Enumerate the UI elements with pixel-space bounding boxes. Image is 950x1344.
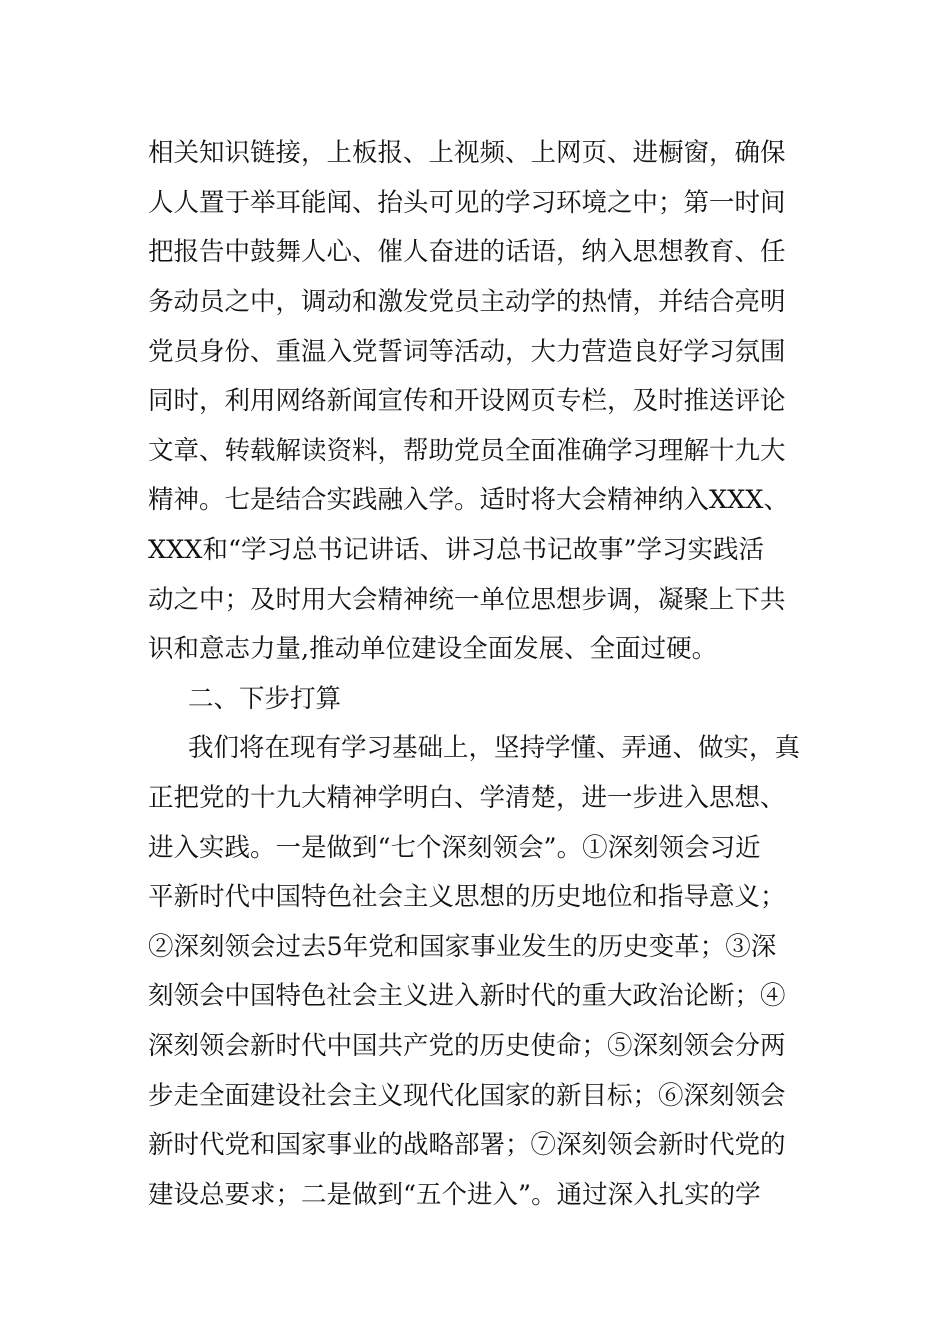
text-line: ②深刻领会过去5年党和国家事业发生的历史变革；③深 [148,932,777,962]
text-line: 务动员之中，调动和激发党员主动学的热情，并结合亮明 [148,287,786,317]
text-line: 动之中；及时用大会精神统一单位思想步调，凝聚上下共 [148,585,786,615]
text-line: 人人置于举耳能闻、抬头可见的学习环境之中；第一时间 [148,188,786,218]
text-line: 同时，利用网络新闻宣传和开设网页专栏，及时推送评论 [148,386,786,416]
text-line: 相关知识链接，上板报、上视频、上网页、进橱窗，确保 [148,138,786,168]
text-line: 精神。七是结合实践融入学。适时将大会精神纳入XXX、 [148,485,789,515]
text-line: 刻领会中国特色社会主义进入新时代的重大政治论断；④ [148,981,786,1011]
text-line: 文章、转载解读资料，帮助党员全面准确学习理解十九大 [148,436,786,466]
text-line: 我们将在现有学习基础上，坚持学懂、弄通、做实，真 [188,733,801,763]
text-line: 新时代党和国家事业的战略部署；⑦深刻领会新时代党的 [148,1130,786,1160]
text-line: 正把党的十九大精神学明白、学清楚，进一步进入思想、 [148,783,786,813]
text-line: 平新时代中国特色社会主义思想的历史地位和指导意义； [148,882,786,912]
text-line: 党员身份、重温入党誓词等活动，大力营造良好学习氛围 [148,337,786,367]
text-line: 步走全面建设社会主义现代化国家的新目标；⑥深刻领会 [148,1081,786,1111]
text-line: 进入实践。一是做到“七个深刻领会”。①深刻领会习近 [148,833,761,863]
text-line: 把报告中鼓舞人心、催人奋进的话语，纳入思想教育、任 [148,237,786,267]
text-line: 深刻领会新时代中国共产党的历史使命；⑤深刻领会分两 [148,1031,786,1061]
text-line: 建设总要求；二是做到“五个进入”。通过深入扎实的学 [148,1180,761,1210]
text-line: XXX和“学习总书记讲话、讲习总书记故事”学习实践活 [148,535,765,565]
text-line: 识和意志力量,推动单位建设全面发展、全面过硬。 [148,634,718,664]
section-heading: 二、下步打算 [188,684,342,714]
